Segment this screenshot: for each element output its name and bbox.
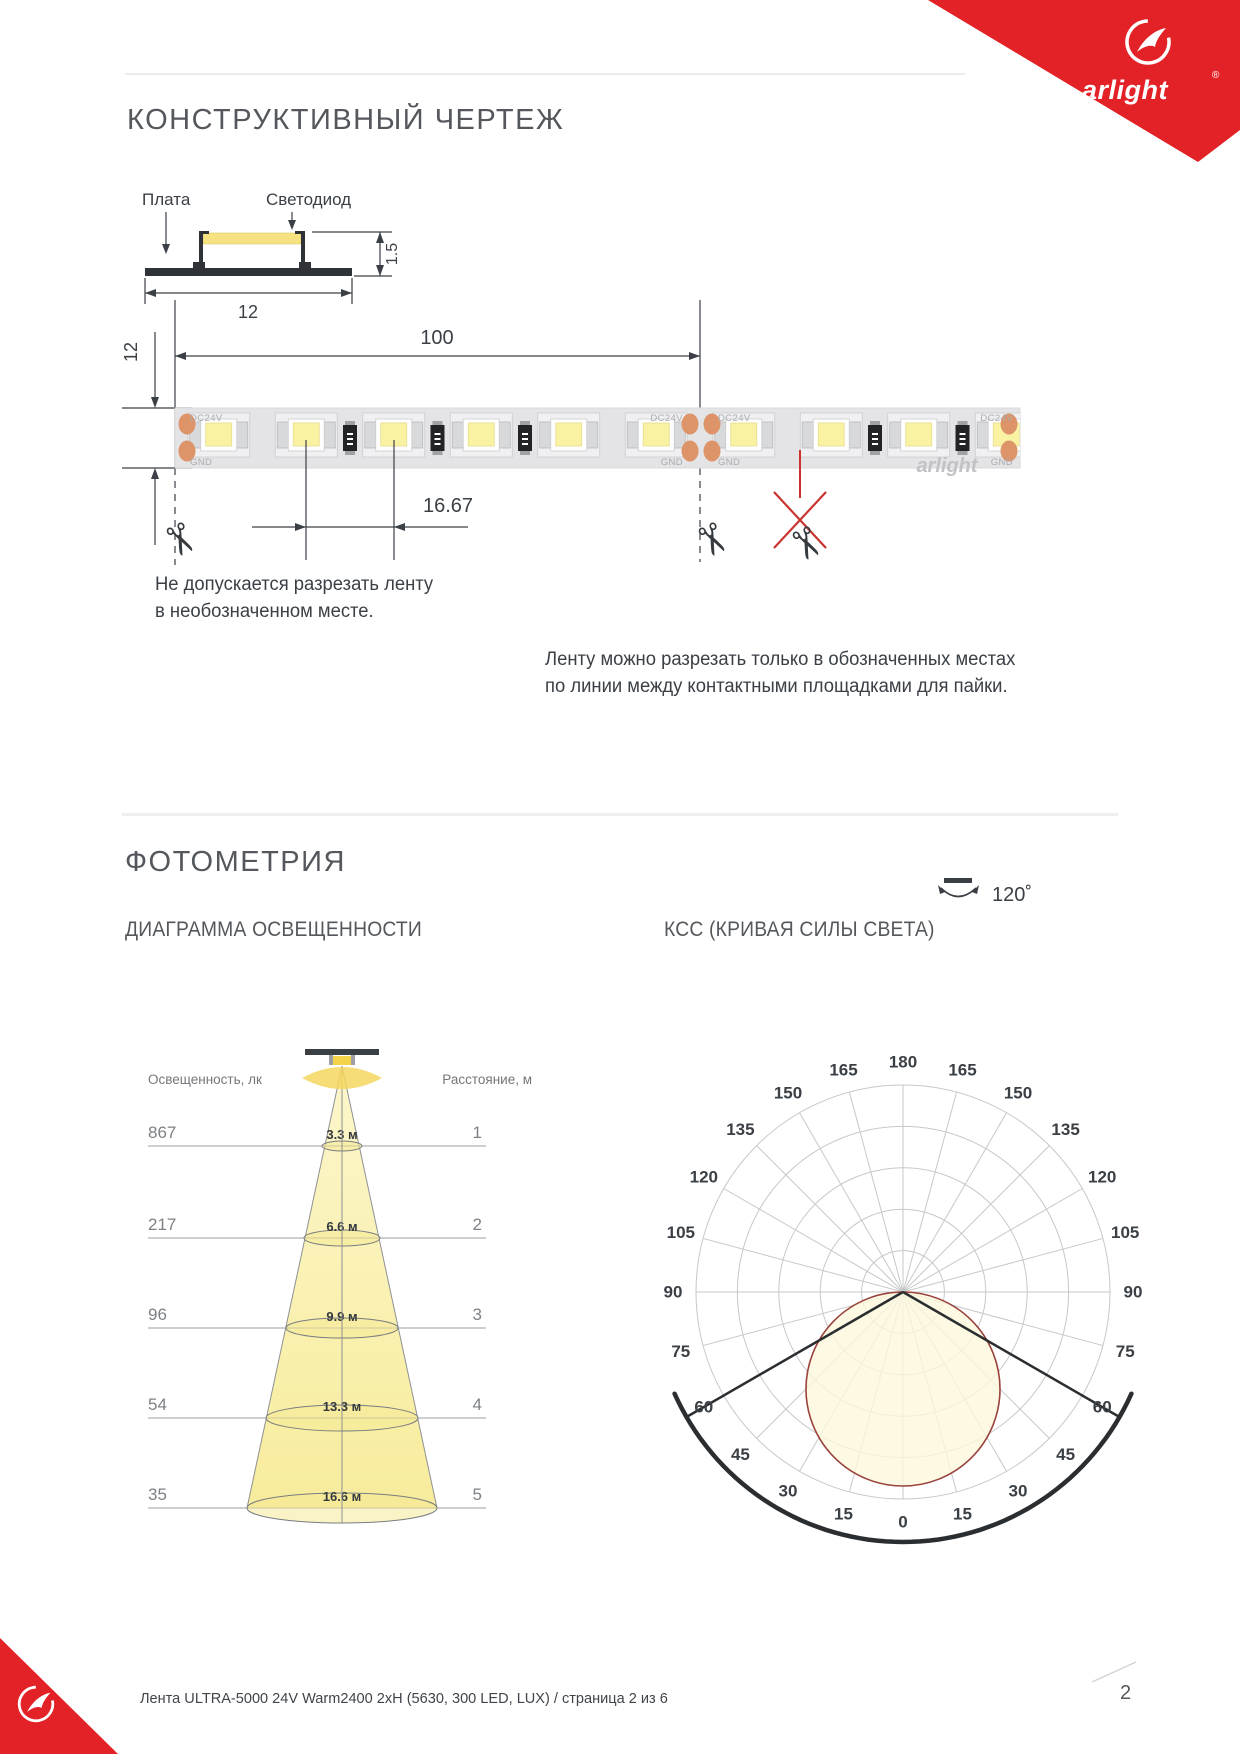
kcc-chart-title: КСС (КРИВАЯ СИЛЫ СВЕТА) bbox=[664, 918, 935, 941]
strip-plus-label: DC24V bbox=[980, 413, 1013, 424]
photometry-title: ФОТОМЕТРИЯ bbox=[125, 846, 346, 878]
polar-angle-label: 75 bbox=[1115, 1342, 1135, 1361]
led-contact bbox=[323, 422, 335, 448]
resistor-marking bbox=[872, 433, 878, 435]
pitch-arrow-right bbox=[394, 523, 405, 531]
led-contact bbox=[586, 422, 598, 448]
scissors-icon-left: ✂ bbox=[151, 514, 209, 566]
solder-pad bbox=[682, 441, 699, 462]
spot-diameter-value: 3.3 м bbox=[326, 1127, 358, 1142]
resistor-marking bbox=[872, 438, 878, 440]
polar-angle-label: 120 bbox=[1088, 1167, 1117, 1187]
dim-width-value: 12 bbox=[237, 302, 259, 322]
no-cut-note-line2: в необозначенном месте. bbox=[155, 601, 374, 622]
kcc-polar-chart bbox=[664, 878, 1143, 1542]
strip-plus-label: DC24V bbox=[190, 413, 223, 424]
led-contact bbox=[977, 422, 989, 448]
led-contact bbox=[936, 422, 948, 448]
illuminance-value: 96 bbox=[148, 1305, 167, 1324]
illuminance-value: 217 bbox=[148, 1215, 177, 1234]
polar-angle-label: 150 bbox=[1003, 1083, 1033, 1103]
strip-minus-label: GND bbox=[660, 457, 683, 468]
polar-ray bbox=[757, 1146, 903, 1292]
led-contact bbox=[890, 422, 902, 448]
fixture-led bbox=[333, 1056, 351, 1065]
led-contact bbox=[627, 422, 639, 448]
spot-diameter-value: 6.6 м bbox=[326, 1219, 358, 1234]
beam-icon-arrow-right bbox=[972, 885, 979, 894]
polar-angle-label: 90 bbox=[663, 1282, 683, 1302]
distance-value: 1 bbox=[472, 1123, 482, 1142]
polar-ray bbox=[903, 1238, 1103, 1292]
distance-value: 2 bbox=[472, 1215, 482, 1234]
solder-pad bbox=[682, 414, 699, 435]
brand-banner bbox=[928, 0, 1240, 162]
resistor-marking bbox=[435, 438, 441, 440]
led-contact bbox=[802, 422, 814, 448]
led-chip bbox=[206, 423, 232, 446]
polar-ray bbox=[724, 1189, 903, 1293]
distance-value: 4 bbox=[472, 1395, 482, 1414]
led-contact bbox=[277, 422, 289, 448]
resistor-marking bbox=[960, 438, 966, 440]
polar-ray bbox=[903, 1113, 1007, 1292]
led-label: Светодиод bbox=[266, 190, 352, 209]
led-hook-left bbox=[199, 231, 209, 234]
beam-angle-value: 120˚ bbox=[992, 884, 1033, 906]
polar-angle-label: 30 bbox=[778, 1481, 798, 1501]
top-divider bbox=[125, 73, 965, 75]
dim-led-pitch-value: 16.67 bbox=[422, 495, 474, 517]
strip-plus-label: DC24V bbox=[650, 413, 683, 424]
polar-ray bbox=[903, 1092, 957, 1292]
cut-note-line1: Ленту можно разрезать только в обозначенных местах bbox=[545, 649, 1016, 670]
resistor-marking bbox=[522, 433, 528, 435]
polar-angle-label: 180 bbox=[888, 1052, 918, 1072]
beam-icon-bar bbox=[944, 878, 972, 883]
resistor-marking bbox=[960, 433, 966, 435]
footer-slash bbox=[1092, 1662, 1136, 1682]
distance-value: 3 bbox=[472, 1305, 482, 1324]
page-title: КОНСТРУКТИВНЫЙ ЧЕРТЕЖ bbox=[127, 104, 565, 136]
resistor-marking bbox=[347, 438, 353, 440]
footer-page-number: 2 bbox=[1120, 1682, 1132, 1704]
polar-ray bbox=[903, 1189, 1082, 1293]
cross-section-drawing bbox=[142, 190, 401, 322]
illuminance-chart-title: ДИАГРАММА ОСВЕЩЕННОСТИ bbox=[125, 918, 422, 941]
polar-angle-label: 45 bbox=[730, 1445, 750, 1465]
led-chip bbox=[731, 423, 757, 446]
dim15-arrow-bottom bbox=[376, 265, 384, 276]
dim-height-value: 1.5 bbox=[384, 242, 401, 266]
strip12-arrow-top bbox=[151, 397, 159, 408]
polar-angle-label: 0 bbox=[898, 1512, 908, 1532]
polar-angle-label: 60 bbox=[694, 1397, 714, 1417]
led-contact bbox=[236, 422, 248, 448]
polar-angle-label: 135 bbox=[726, 1119, 755, 1139]
strip-drawing bbox=[121, 300, 1037, 570]
polar-ray bbox=[800, 1113, 904, 1292]
dim15-arrow-top bbox=[376, 232, 384, 243]
fixture-side-right bbox=[351, 1055, 355, 1065]
polar-angle-label: 30 bbox=[1008, 1481, 1028, 1501]
footer-doc-line: Лента ULTRA-5000 24V Warm2400 2xH (5630, 300 LED, LUX) / страница 2 из 6 bbox=[140, 1690, 668, 1707]
led-contact bbox=[761, 422, 773, 448]
led-contact bbox=[498, 422, 510, 448]
polar-angle-label: 15 bbox=[834, 1504, 853, 1524]
brand-wordmark: arlight bbox=[1082, 75, 1169, 105]
led-chip bbox=[643, 423, 669, 446]
pitch-arrow-left bbox=[295, 523, 306, 531]
led-contact bbox=[1023, 422, 1035, 448]
illuminance-value: 54 bbox=[148, 1395, 167, 1414]
dim-cut-length-value: 100 bbox=[420, 327, 454, 349]
led-contact bbox=[540, 422, 552, 448]
no-cut-note-line1: Не допускается разрезать ленту bbox=[155, 574, 434, 595]
led-chip bbox=[818, 423, 844, 446]
strip12-arrow-bottom bbox=[151, 468, 159, 479]
led-chip bbox=[906, 423, 932, 446]
dim-strip-width-value: 12 bbox=[121, 341, 141, 363]
polar-ray bbox=[703, 1238, 903, 1292]
pcb-board bbox=[145, 268, 352, 276]
resistor-marking bbox=[522, 438, 528, 440]
brand-registered-mark: ® bbox=[1212, 70, 1220, 81]
footer-corner-shape bbox=[0, 1638, 118, 1754]
strip-minus-label: GND bbox=[190, 457, 213, 468]
polar-angle-label: 45 bbox=[1056, 1445, 1076, 1465]
polar-angle-label: 105 bbox=[1111, 1223, 1140, 1242]
led-hook-right bbox=[295, 231, 305, 234]
resistor-marking bbox=[435, 443, 441, 445]
ceiling-bar bbox=[305, 1049, 379, 1055]
spot-diameter-value: 9.9 м bbox=[326, 1309, 358, 1324]
led-foot-right bbox=[299, 262, 311, 268]
polar-angle-label: 120 bbox=[689, 1167, 718, 1187]
polar-angle-label: 150 bbox=[773, 1083, 803, 1103]
dim100-arrow-left bbox=[175, 352, 186, 360]
polar-angle-label: 165 bbox=[829, 1060, 858, 1080]
spot-diameter-value: 16.6 м bbox=[322, 1489, 362, 1504]
beam-icon-arc bbox=[941, 888, 976, 897]
section-divider bbox=[122, 813, 1118, 816]
illuminance-value: 867 bbox=[148, 1123, 177, 1142]
led-contact bbox=[452, 422, 464, 448]
polar-ray bbox=[903, 1146, 1049, 1292]
polar-angle-label: 90 bbox=[1123, 1282, 1143, 1302]
board-pointer-arrow bbox=[162, 244, 170, 254]
polar-ray bbox=[849, 1092, 903, 1292]
polar-angle-label: 135 bbox=[1051, 1119, 1080, 1139]
fixture-side-left bbox=[329, 1055, 333, 1065]
led-contact bbox=[411, 422, 423, 448]
led-chip bbox=[468, 423, 494, 446]
resistor-marking bbox=[435, 433, 441, 435]
strip-minus-label: GND bbox=[718, 457, 741, 468]
resistor-marking bbox=[872, 443, 878, 445]
strip-plus-label: DC24V bbox=[718, 413, 751, 424]
spot-diameter-value: 13.3 м bbox=[322, 1399, 362, 1414]
distance-value: 5 bbox=[472, 1485, 482, 1504]
board-label: Плата bbox=[142, 190, 191, 209]
resistor-marking bbox=[347, 433, 353, 435]
intensity-lobe bbox=[806, 1292, 1000, 1486]
dim12-arrow-right bbox=[341, 289, 352, 297]
resistor-marking bbox=[347, 443, 353, 445]
led-pointer-arrow bbox=[288, 220, 296, 230]
illuminance-value: 35 bbox=[148, 1485, 167, 1504]
led-contact bbox=[365, 422, 377, 448]
resistor-marking bbox=[522, 443, 528, 445]
polar-angle-label: 60 bbox=[1092, 1397, 1112, 1417]
illuminance-diagram bbox=[148, 1049, 532, 1523]
led-contact bbox=[848, 422, 860, 448]
resistor-marking bbox=[960, 443, 966, 445]
polar-grid-and-curve bbox=[664, 1053, 1143, 1543]
strip-watermark: arlight bbox=[916, 455, 978, 477]
polar-angle-label: 75 bbox=[671, 1342, 691, 1361]
led-chip bbox=[556, 423, 582, 446]
scissors-icon-forbidden: ✂ bbox=[777, 518, 835, 570]
led-phosphor bbox=[203, 233, 301, 244]
led-foot-left bbox=[193, 262, 205, 268]
cut-note-line2: по линии между контактными площадками для пайки. bbox=[545, 676, 1008, 697]
axis-label-lux: Освещенность, лк bbox=[148, 1072, 262, 1087]
strip-minus-label: GND bbox=[990, 457, 1013, 468]
fixture-glow bbox=[302, 1067, 382, 1089]
axis-label-distance: Расстояние, м bbox=[442, 1072, 532, 1087]
polar-angle-label: 105 bbox=[666, 1223, 695, 1242]
beam-angle-icon bbox=[938, 878, 979, 897]
polar-angle-label: 15 bbox=[953, 1504, 972, 1524]
polar-angle-label: 165 bbox=[948, 1060, 977, 1080]
dim100-arrow-right bbox=[689, 352, 700, 360]
scissors-icon-mid: ✂ bbox=[683, 514, 741, 566]
beam-icon-arrow-left bbox=[938, 885, 945, 894]
dim12-arrow-left bbox=[145, 289, 156, 297]
